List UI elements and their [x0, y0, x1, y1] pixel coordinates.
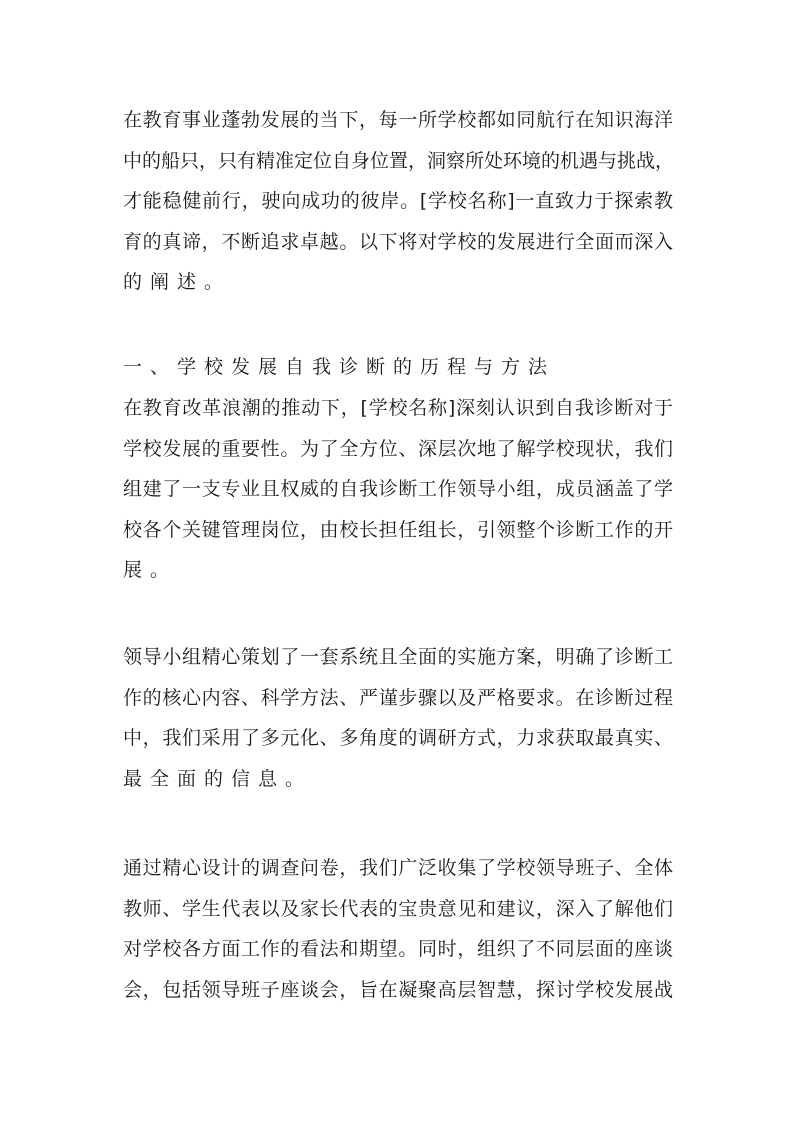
section1-paragraph-3 [123, 848, 673, 1010]
section-heading [123, 347, 673, 388]
section1-paragraph-2 [123, 637, 673, 799]
text-line: 的阐述。 [123, 271, 232, 293]
text-line: 组建了一支专业且权威的自我诊断工作领导小组，成员涵盖了学 [123, 478, 673, 500]
text-line: 领导小组精心策划了一套系统且全面的实施方案，明确了诊断工 [123, 646, 673, 668]
text-line: 校各个关键管理岗位，由校长担任组长，引领整个诊断工作的开 [123, 518, 673, 541]
text-line: 中的船只，只有精准定位自身位置，洞察所处环境的机遇与挑战， [123, 149, 675, 172]
text-line: 作的核心内容、科学方法、严谨步骤以及严格要求。在诊断过程 [123, 686, 673, 709]
text-line: 才能稳健前行，驶向成功的彼岸。[学校名称]一直致力于探索教 [123, 190, 673, 212]
text-line: 在教育改革浪潮的推动下，[学校名称]深刻认识到自我诊断对于 [123, 397, 673, 419]
section1-paragraph-1 [123, 388, 673, 591]
heading-text: 一、学校发展自我诊断的历程与方法 [123, 356, 556, 378]
intro-paragraph [123, 100, 673, 303]
text-line: 中，我们采用了多元化、多角度的调研方式，力求获取最真实、 [123, 727, 673, 749]
text-line: 通过精心设计的调查问卷，我们广泛收集了学校领导班子、全体 [123, 857, 673, 879]
text-line: 学校发展的重要性。为了全方位、深层次地了解学校现状，我们 [123, 437, 673, 460]
text-line: 育的真谛，不断追求卓越。以下将对学校的发展进行全面而深入 [123, 230, 673, 253]
text-line: 最全面的信息。 [123, 767, 313, 790]
text-line: 在教育事业蓬勃发展的当下，每一所学校都如同航行在知识海洋 [123, 109, 673, 131]
text-line: 展。 [123, 559, 178, 581]
text-line: 对学校各方面工作的看法和期望。同时，组织了不同层面的座谈 [123, 938, 673, 960]
text-line: 会，包括领导班子座谈会，旨在凝聚高层智慧，探讨学校发展战 [123, 978, 673, 1001]
text-line: 教师、学生代表以及家长代表的宝贵意见和建议，深入了解他们 [123, 897, 673, 920]
